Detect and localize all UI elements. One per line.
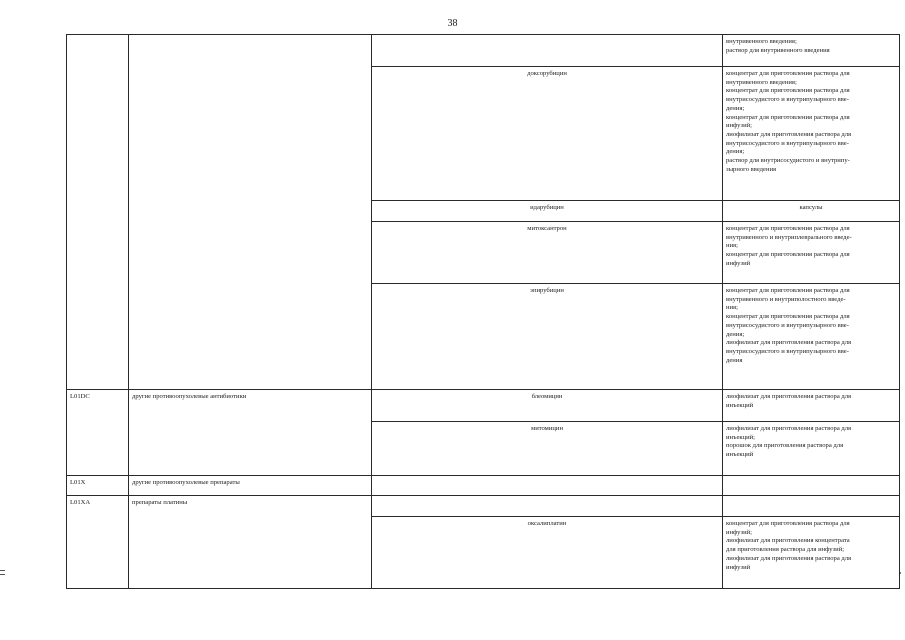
form-line: инфузий; [726,122,752,130]
form-line: внутрисосудистого и внутрипузырного вве- [726,139,849,147]
form-line: внутривенного введения; [726,78,797,86]
group-cell [129,35,372,390]
form-cell [723,422,900,476]
form-cell [723,67,900,201]
form-line: лиофилизат для приготовления концентрата [726,537,850,545]
form-line: инъекций [726,451,754,459]
form-line: инфузий [726,563,751,571]
form-line: ния; [726,304,738,312]
group-cell: другие противоопухолевые препараты [129,476,372,496]
code-cell: L01DC [67,390,129,476]
form-line: дения; [726,330,745,338]
form-line: для приготовления раствора для инфузий; [726,546,845,554]
form-line: инфузий; [726,528,752,536]
group-cell: другие противоопухолевые антибиотики [129,390,372,476]
form-cell [723,201,900,222]
group-cell: препараты платины [129,496,372,589]
form-cell [723,35,900,67]
form-line: концентрат для приготовления раствора для [726,70,850,77]
form-line: капсулы [799,204,823,211]
form-line: дения [726,356,743,364]
form-line: внутрисосудистого и внутрипузырного вве- [726,347,849,355]
form-line: дения; [726,104,745,112]
form-line: дения; [726,148,745,156]
drug-cell: эпирубицин [372,284,723,390]
drug-cell: оксалиплатин [372,517,723,589]
form-cell [723,517,900,589]
drug-cell: митоксантрон [372,222,723,284]
form-line: концентрат для приготовления раствора для [726,520,850,527]
form-line: концентрат для приготовления раствора для [726,313,850,321]
drug-cell [372,35,723,67]
form-line: концентрат для приготовления раствора для [726,87,850,95]
form-line: лиофилизат для приготовления раствора для [726,393,852,400]
form-line: лиофилизат для приготовления раствора для [726,130,852,138]
drug-cell [372,496,723,517]
form-line: лиофилизат для приготовления раствора для [726,425,852,432]
drug-cell [372,476,723,496]
table-row [67,390,900,422]
scan-edge-mark [0,570,5,571]
drug-table [66,34,900,589]
form-line: зырного введения [726,165,777,173]
form-line: инфузий [726,259,751,267]
form-line: внутривенного введения; [726,38,797,45]
form-line: инъекций [726,401,754,409]
form-cell [723,284,900,390]
form-line: раствор для внутрисосудистого и внутрипу- [726,157,850,165]
scan-edge-mark [900,572,901,574]
form-line: внутривенного и внутриплеврального введе- [726,233,852,241]
drug-cell: доксорубицин [372,67,723,201]
form-line: концентрат для приготовления раствора для [726,251,850,259]
table-row [67,496,900,517]
form-cell [723,390,900,422]
form-line: порошок для приготовления раствора для [726,442,844,450]
drug-cell: митомицин [372,422,723,476]
form-line: лиофилизат для приготовления раствора для [726,339,852,347]
scan-edge-mark [0,574,5,575]
form-line: концентрат для приготовления раствора для [726,113,850,121]
drug-cell: блеомицин [372,390,723,422]
form-cell [723,496,900,517]
form-line: инъекций; [726,433,756,441]
page-number: 38 [447,18,458,29]
form-line: лиофилизат для приготовления раствора для [726,554,852,562]
form-cell [723,222,900,284]
form-line: внутрисосудистого и внутрипузырного вве- [726,96,849,104]
code-cell: L01X [67,476,129,496]
form-line: раствор для внутривенного введения [726,46,830,54]
code-cell [67,35,129,390]
form-line: внутривенного и внутриполостного введе- [726,295,846,303]
table-row [67,35,900,67]
table-row [67,476,900,496]
form-line: внутрисосудистого и внутрипузырного вве- [726,321,849,329]
code-cell: L01XA [67,496,129,589]
form-line: ния; [726,242,738,250]
form-line: концентрат для приготовления раствора для [726,225,850,232]
form-line: концентрат для приготовления раствора для [726,287,850,294]
form-cell [723,476,900,496]
drug-cell: идарубицин [372,201,723,222]
